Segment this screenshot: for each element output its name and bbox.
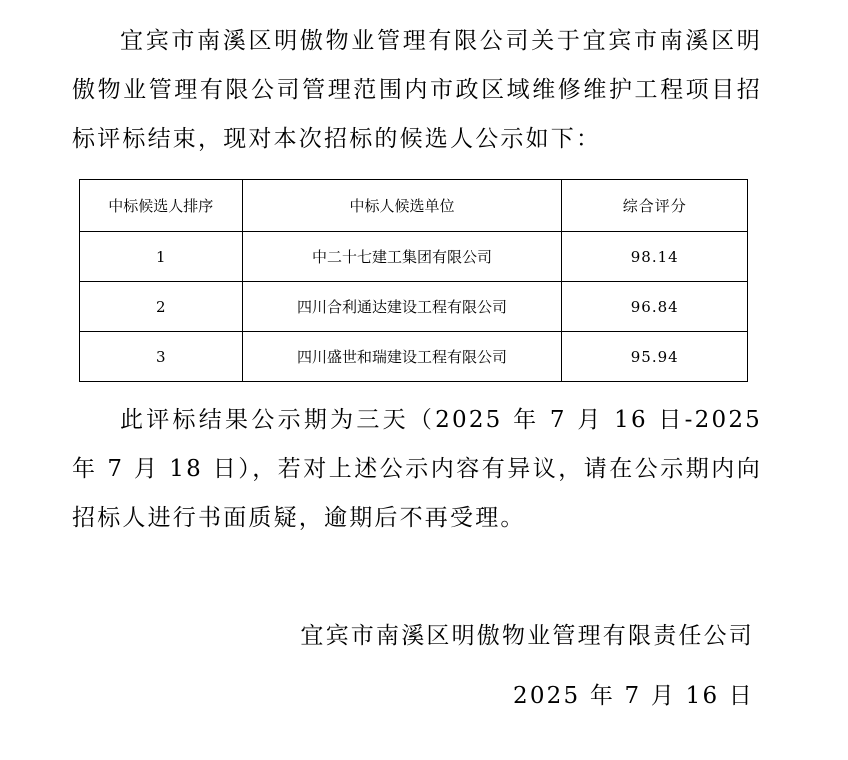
table-row — [80, 332, 748, 382]
rank-cell: 1 — [80, 232, 243, 282]
rank-cell: 2 — [80, 282, 243, 332]
score-cell: 98.14 — [562, 232, 748, 282]
table-row — [80, 232, 748, 282]
header-rank: 中标候选人排序 — [80, 180, 243, 232]
table-row — [80, 282, 748, 332]
signature-company: 宜宾市南溪区明傲物业管理有限责任公司 — [300, 623, 754, 649]
candidate-table — [79, 179, 748, 382]
rank-cell: 3 — [80, 332, 243, 382]
unit-cell: 中二十七建工集团有限公司 — [242, 232, 562, 282]
table-header-row — [80, 180, 748, 232]
score-cell: 96.84 — [562, 282, 748, 332]
score-cell: 95.94 — [562, 332, 748, 382]
notice-paragraph: 此评标结果公示期为三天（2025 年 7 月 16 日-2025 年 7 月 18 日），若对上述公示内容有异议，请在公示期内向招标人进行书面质疑，逾期后不再受理。 — [72, 407, 762, 531]
unit-cell: 四川盛世和瑞建设工程有限公司 — [242, 332, 562, 382]
unit-cell: 四川合利通达建设工程有限公司 — [242, 282, 562, 332]
signature-date: 2025 年 7 月 16 日 — [513, 683, 754, 709]
header-score: 综合评分 — [562, 180, 748, 232]
intro-paragraph: 宜宾市南溪区明傲物业管理有限公司关于宜宾市南溪区明傲物业管理有限公司管理范围内市政区域维修维护工程项目招标评标结束，现对本次招标的候选人公示如下： — [72, 28, 762, 152]
header-unit: 中标人候选单位 — [242, 180, 562, 232]
